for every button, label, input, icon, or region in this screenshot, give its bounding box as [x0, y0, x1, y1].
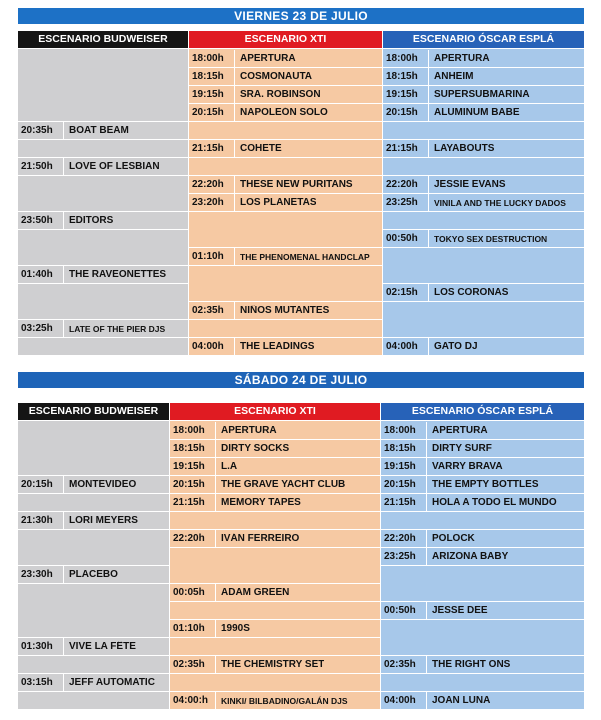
act-time: 21:15h — [383, 140, 429, 157]
act-row — [189, 194, 382, 211]
act-row — [170, 692, 380, 709]
act-time: 02:35h — [170, 656, 216, 673]
act-time: 22:20h — [381, 530, 427, 547]
act-row — [383, 230, 584, 247]
act-time: 23:25h — [383, 194, 429, 211]
act-row — [170, 458, 380, 475]
act-time: 22:20h — [189, 176, 235, 193]
act-row — [189, 338, 382, 355]
act-name: APERTURA — [240, 53, 296, 64]
act-row — [383, 86, 584, 103]
act-name: JESSE DEE — [432, 605, 488, 616]
stage-body — [381, 421, 584, 709]
act-row — [18, 212, 188, 229]
act-name: PLACEBO — [69, 569, 118, 580]
act-row — [189, 50, 382, 67]
grid-line — [18, 337, 188, 338]
schedule-viernes — [18, 31, 584, 358]
act-time: 02:35h — [189, 302, 235, 319]
act-name: LOS CORONAS — [434, 287, 509, 298]
act-row — [381, 692, 584, 709]
act-row — [381, 440, 584, 457]
grid-line — [189, 211, 382, 212]
act-time: 22:20h — [170, 530, 216, 547]
act-name: JEFF AUTOMATIC — [69, 677, 155, 688]
act-time: 00:50h — [383, 230, 429, 247]
act-row — [381, 548, 584, 565]
act-row — [170, 584, 380, 601]
grid-line — [381, 511, 584, 512]
act-row — [170, 656, 380, 673]
act-name: THE GRAVE YACHT CLUB — [221, 479, 346, 490]
act-name: THE RAVEONETTES — [69, 269, 167, 280]
act-time: 23:30h — [18, 566, 64, 583]
act-row — [381, 602, 584, 619]
act-time: 19:15h — [383, 86, 429, 103]
stage-column-xti — [189, 31, 382, 355]
act-time: 21:30h — [18, 512, 64, 529]
act-name: ADAM GREEN — [221, 587, 290, 598]
act-time: 20:35h — [18, 122, 64, 139]
grid-line — [383, 121, 584, 122]
act-name: SUPERSUBMARINA — [434, 89, 530, 100]
act-time: 00:05h — [170, 584, 216, 601]
grid-line — [170, 511, 380, 512]
act-time: 20:15h — [383, 104, 429, 121]
act-name: THE EMPTY BOTTLES — [432, 479, 539, 490]
act-time: 18:00h — [189, 50, 235, 67]
act-time: 18:15h — [189, 68, 235, 85]
act-name: SRA. ROBINSON — [240, 89, 321, 100]
act-row — [18, 266, 188, 283]
act-name: LORI MEYERS — [69, 515, 138, 526]
act-name: 1990S — [221, 623, 250, 634]
act-row — [170, 422, 380, 439]
stage-body — [383, 49, 584, 355]
act-time: 21:15h — [381, 494, 427, 511]
act-row — [381, 656, 584, 673]
act-name: JESSIE EVANS — [434, 179, 506, 190]
act-time: 21:15h — [170, 494, 216, 511]
act-time: 02:15h — [383, 284, 429, 301]
act-time: 20:15h — [189, 104, 235, 121]
grid-line — [18, 283, 188, 284]
act-name: EDITORS — [69, 215, 114, 226]
act-time: 21:50h — [18, 158, 64, 175]
grid-line — [18, 175, 188, 176]
act-time: 23:20h — [189, 194, 235, 211]
act-row — [381, 476, 584, 493]
act-row — [383, 50, 584, 67]
act-time: 18:15h — [170, 440, 216, 457]
act-time: 23:50h — [18, 212, 64, 229]
stage-body — [18, 421, 169, 709]
act-name: LAYABOUTS — [434, 143, 495, 154]
act-row — [18, 320, 188, 337]
act-row — [383, 284, 584, 301]
grid-line — [170, 601, 380, 602]
act-name: VARRY BRAVA — [432, 461, 503, 472]
act-row — [18, 674, 169, 691]
schedule-sabado — [18, 403, 584, 711]
act-name: TOKYO SEX DESTRUCTION — [434, 233, 548, 244]
act-time: 01:40h — [18, 266, 64, 283]
act-row — [383, 140, 584, 157]
grid-line — [18, 139, 188, 140]
act-row — [383, 68, 584, 85]
act-time: 19:15h — [189, 86, 235, 103]
act-row — [189, 86, 382, 103]
act-row — [18, 566, 169, 583]
act-time: 18:15h — [381, 440, 427, 457]
act-name: VIVE LA FÊTE — [69, 641, 136, 652]
act-row — [170, 476, 380, 493]
act-name: NAPOLEÓN SOLO — [240, 107, 328, 118]
stage-body — [189, 49, 382, 355]
stage-header-xti: ESCENARIO XTI — [170, 403, 380, 420]
act-time: 04:00h — [189, 338, 235, 355]
act-row — [381, 458, 584, 475]
act-name: THE CHEMISTRY SET — [221, 659, 325, 670]
act-name: IVÁN FERREIRO — [221, 533, 300, 544]
act-row — [18, 476, 169, 493]
act-row — [383, 176, 584, 193]
act-time: 00:50h — [381, 602, 427, 619]
act-name: MEMORY TAPES — [221, 497, 301, 508]
act-time: 03:15h — [18, 674, 64, 691]
act-row — [170, 530, 380, 547]
grid-line — [383, 157, 584, 158]
act-row — [383, 338, 584, 355]
act-name: ALUMINUM BABE — [434, 107, 520, 118]
act-time: 21:15h — [189, 140, 235, 157]
act-time: 18:00h — [383, 50, 429, 67]
act-row — [18, 638, 169, 655]
act-name: THE LEADINGS — [240, 341, 315, 352]
act-row — [189, 302, 382, 319]
act-time: 02:35h — [381, 656, 427, 673]
act-name: NIÑOS MUTANTES — [240, 305, 330, 316]
act-name: LATE OF THE PIER DJS — [69, 323, 166, 334]
grid-line — [189, 157, 382, 158]
act-name: ANHEIM — [434, 71, 474, 82]
act-row — [18, 158, 188, 175]
grid-line — [381, 619, 584, 620]
stage-body — [18, 49, 188, 355]
act-time: 04:00:h — [170, 692, 216, 709]
act-name: THE PHENOMENAL HANDCLAP — [240, 251, 370, 262]
act-name: L.A — [221, 461, 238, 472]
stage-header-budweiser: ESCENARIO BUDWEISER — [18, 31, 188, 48]
act-time: 01:30h — [18, 638, 64, 655]
grid-line — [383, 211, 584, 212]
act-name: POLOCK — [432, 533, 475, 544]
act-time: 18:00h — [170, 422, 216, 439]
day-banner-viernes: VIERNES 23 DE JULIO — [18, 8, 584, 24]
grid-line — [170, 673, 380, 674]
act-name: VINILA AND THE LUCKY DADOS — [434, 197, 566, 208]
stage-column-oscar-espla — [383, 31, 584, 355]
act-name: KINKI/ BILBADINO/GALÁN DJS — [221, 695, 348, 706]
act-name: GATO DJ — [434, 341, 478, 352]
act-row — [381, 494, 584, 511]
stage-column-xti — [170, 403, 380, 709]
grid-line — [170, 637, 380, 638]
grid-line — [18, 655, 169, 656]
act-name: JOAN LUNA — [432, 695, 491, 706]
act-name: COHETE — [240, 143, 282, 154]
stage-column-budweiser — [18, 31, 188, 355]
act-name: THESE NEW PURITANS — [240, 179, 353, 190]
act-row — [18, 122, 188, 139]
stage-column-oscar-espla — [381, 403, 584, 709]
act-name: HOLA A TODO EL MUNDO — [432, 497, 557, 508]
act-time: 22:20h — [383, 176, 429, 193]
stage-header-budweiser: ESCENARIO BUDWEISER — [18, 403, 169, 420]
act-time: 01:10h — [189, 248, 235, 265]
grid-line — [383, 301, 584, 302]
grid-line — [18, 493, 169, 494]
act-name: LOS PLANETAS — [240, 197, 317, 208]
act-row — [189, 248, 382, 265]
act-time: 19:15h — [170, 458, 216, 475]
act-time: 18:00h — [381, 422, 427, 439]
act-row — [170, 620, 380, 637]
act-row — [189, 68, 382, 85]
stage-header-oscar-espla: ESCENARIO ÓSCAR ESPLÁ — [381, 403, 584, 420]
act-name: BOAT BEAM — [69, 125, 129, 136]
act-time: 19:15h — [381, 458, 427, 475]
act-name: COSMONAUTA — [240, 71, 313, 82]
act-name: MONTEVIDEO — [69, 479, 137, 490]
act-time: 04:00h — [383, 338, 429, 355]
act-time: 20:15h — [381, 476, 427, 493]
act-time: 01:10h — [170, 620, 216, 637]
grid-line — [18, 529, 169, 530]
grid-line — [381, 673, 584, 674]
act-name: APERTURA — [221, 425, 277, 436]
act-row — [189, 104, 382, 121]
act-row — [383, 104, 584, 121]
act-time: 18:15h — [383, 68, 429, 85]
act-row — [383, 194, 584, 211]
act-name: LOVE OF LESBIAN — [69, 161, 160, 172]
act-time: 23:25h — [381, 548, 427, 565]
grid-line — [170, 547, 380, 548]
act-row — [18, 512, 169, 529]
grid-line — [189, 319, 382, 320]
grid-line — [383, 247, 584, 248]
act-name: DIRTY SURF — [432, 443, 492, 454]
act-row — [170, 494, 380, 511]
stage-header-oscar-espla: ESCENARIO ÓSCAR ESPLÁ — [383, 31, 584, 48]
act-name: APERTURA — [432, 425, 488, 436]
act-name: THE RIGHT ONS — [432, 659, 511, 670]
grid-line — [189, 265, 382, 266]
act-time: 20:15h — [18, 476, 64, 493]
stage-column-budweiser — [18, 403, 169, 709]
act-row — [189, 140, 382, 157]
grid-line — [18, 691, 169, 692]
grid-line — [18, 583, 169, 584]
day-banner-sabado: SÁBADO 24 DE JULIO — [18, 372, 584, 388]
grid-line — [189, 121, 382, 122]
act-name: DIRTY SOCKS — [221, 443, 290, 454]
act-name: ARIZONA BABY — [432, 551, 509, 562]
grid-line — [381, 565, 584, 566]
act-row — [189, 176, 382, 193]
act-row — [381, 530, 584, 547]
act-row — [381, 422, 584, 439]
act-time: 04:00h — [381, 692, 427, 709]
act-name: APERTURA — [434, 53, 490, 64]
stage-body — [170, 421, 380, 709]
grid-line — [18, 229, 188, 230]
stage-header-xti: ESCENARIO XTI — [189, 31, 382, 48]
act-row — [170, 440, 380, 457]
act-time: 20:15h — [170, 476, 216, 493]
act-time: 03:25h — [18, 320, 64, 337]
